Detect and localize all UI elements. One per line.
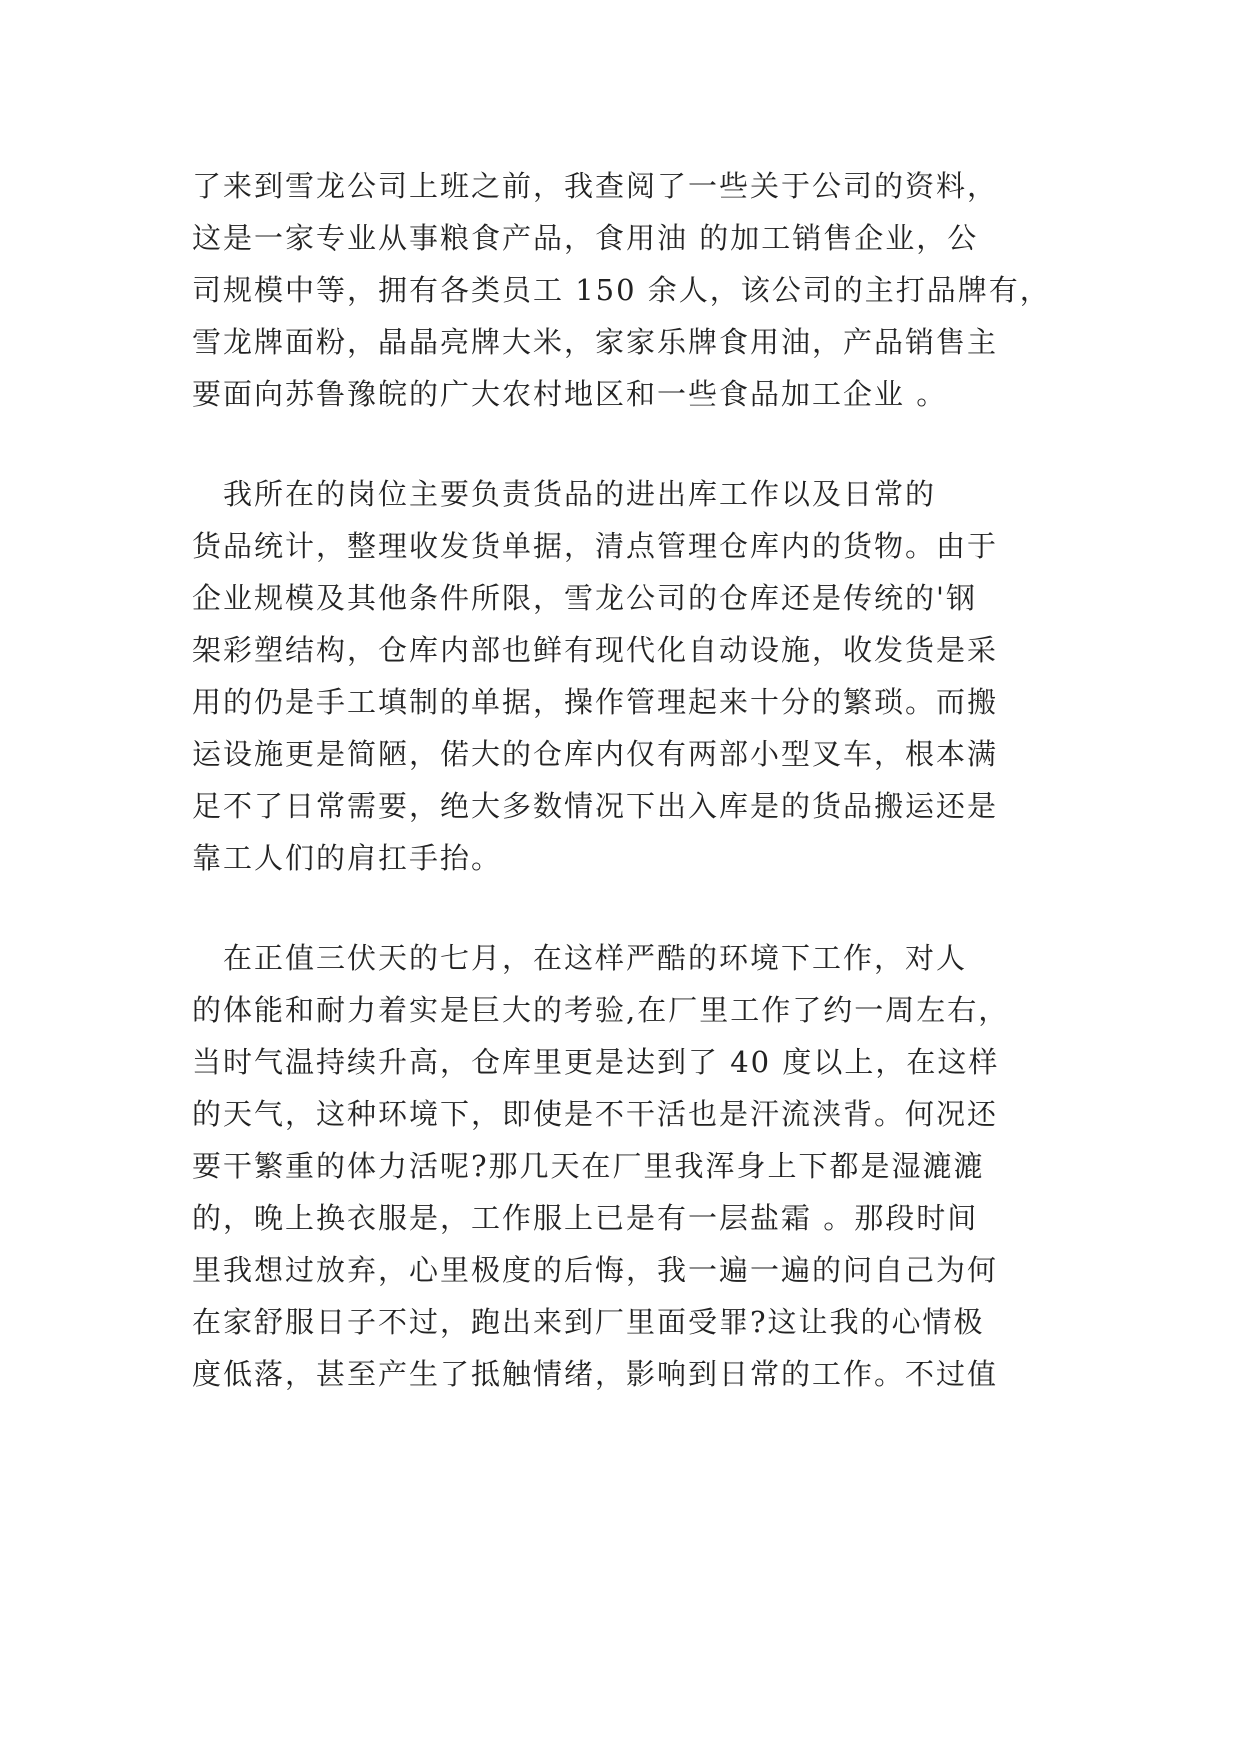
text-line: 司规模中等，拥有各类员工 150 余人，该公司的主打品牌有， <box>192 273 1051 307</box>
text-line: 货品统计，整理收发货单据，清点管理仓库内的货物。由于 <box>192 529 999 563</box>
text-line: 的，晚上换衣服是，工作服上已是有一层盐霜 。那段时间 <box>192 1201 979 1235</box>
text-line: 里我想过放弃，心里极度的后悔，我一遍一遍的问自己为何 <box>192 1253 999 1287</box>
text-line: 雪龙牌面粉，晶晶亮牌大米，家家乐牌食用油，产品销售主 <box>192 325 999 359</box>
text-line: 运设施更是简陋，偌大的仓库内仅有两部小型叉车，根本满 <box>192 737 999 771</box>
text-line: 在正值三伏天的七月，在这样严酷的环境下工作，对人 <box>192 941 968 975</box>
text-line: 了来到雪龙公司上班之前，我查阅了一些关于公司的资料， <box>192 169 999 203</box>
text-line: 架彩塑结构，仓库内部也鲜有现代化自动设施，收发货是采 <box>192 633 999 667</box>
text-line: 足不了日常需要，绝大多数情况下出入库是的货品搬运还是 <box>192 789 999 823</box>
paragraph-company-intro <box>192 160 1062 420</box>
text-line: 的天气，这种环境下，即使是不干活也是汗流浃背。何况还 <box>192 1097 999 1131</box>
text-line: 这是一家专业从事粮食产品，食用油 的加工销售企业，公 <box>192 221 979 255</box>
text-line: 企业规模及其他条件所限，雪龙公司的仓库还是传统的'钢 <box>192 581 977 615</box>
text-line: 用的仍是手工填制的单据，操作管理起来十分的繁琐。而搬 <box>192 685 999 719</box>
text-line: 我所在的岗位主要负责货品的进出库工作以及日常的 <box>192 477 937 511</box>
paragraph-job-duties <box>192 468 1062 884</box>
text-line: 要面向苏鲁豫皖的广大农村地区和一些食品加工企业 。 <box>192 377 948 411</box>
text-line: 靠工人们的肩扛手抬。 <box>192 841 503 875</box>
text-line: 要干繁重的体力活呢?那几天在厂里我浑身上下都是湿漉漉 <box>192 1149 985 1183</box>
text-line: 度低落，甚至产生了抵触情绪，影响到日常的工作。不过值 <box>192 1357 999 1391</box>
text-line: 在家舒服日子不过，跑出来到厂里面受罪?这让我的心情极 <box>192 1305 985 1339</box>
text-line: 当时气温持续升高，仓库里更是达到了 40 度以上，在这样 <box>192 1045 1000 1079</box>
document-body <box>192 160 1062 1448</box>
paragraph-summer-work <box>192 932 1062 1400</box>
text-line: 的体能和耐力着实是巨大的考验,在厂里工作了约一周左右， <box>192 993 1010 1027</box>
